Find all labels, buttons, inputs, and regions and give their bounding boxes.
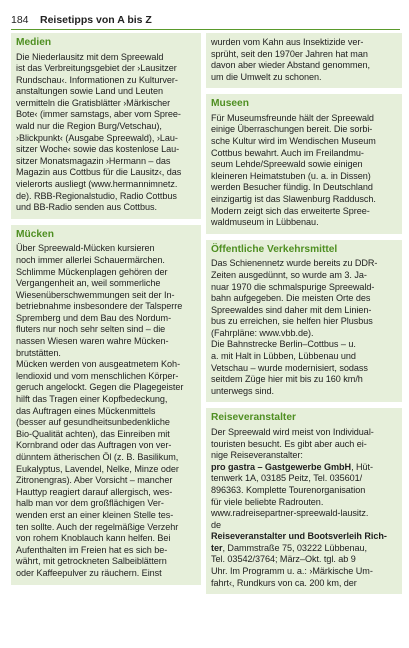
text-line: de (211, 519, 222, 530)
text-line: nuar 1970 die schmalspurige Spreewald- (211, 281, 375, 292)
text-line: Uhr. Im Programm u. a.: ›Märkische Um- (211, 566, 373, 577)
text-line: Die Bahnstrecke Berlin–Cottbus – u. (211, 339, 356, 350)
text-line: 896363. Komplette Tourenorganisation (211, 484, 366, 495)
text-line: (besser auf gesundheitsunbedenkliche (16, 417, 170, 428)
text-line: bus zu erreichen, sie helfen hier Plusbus (211, 316, 373, 327)
text-line: Tel. 03542/3764; März–Okt. tgl. ab 9 (211, 554, 356, 565)
text-line: Rundschau‹. Informationen zu Kulturver- (16, 74, 178, 85)
text-line: brutstätten. (16, 347, 61, 358)
section-title: Reiseveranstalter (211, 412, 296, 424)
text-line: tenwerk 1A, 03185 Peitz, Tel. 035601/ (211, 473, 363, 484)
text-line: ter, Dammstraße 75, 03222 Lübbenau, (211, 542, 367, 553)
section-continued (206, 33, 402, 88)
text-line: Der Spreewald wird meist von Individual- (211, 426, 374, 437)
left-column (11, 33, 201, 585)
text-line: hilft das Tragen einer Kopfbedeckung, (16, 394, 168, 405)
header-rule (11, 29, 400, 30)
text-line: seum Lehde/Spreewald sowie einigen (211, 159, 363, 170)
text-line: wenden erst an einer kleinen Stelle tes- (16, 509, 174, 520)
text-line: noch immer allerlei Schauermärchen. (16, 254, 165, 265)
text-line: kleineren Heimatstuben (u. a. in Dissen) (211, 170, 371, 181)
text-line: wald nur die Region Burg/Vetschau), (16, 121, 162, 132)
text-line: oder Kaffeepulver zu räuchern. Einst (16, 567, 162, 578)
text-line: fluters nur noch sehr selten sind – die (16, 324, 166, 335)
text-line: nassen Wiesen waren wahre Mücken- (16, 336, 169, 347)
text-line: seitdem Züge hier mit bis zu 160 km/h (211, 374, 363, 385)
section-title: Öffentliche Verkehrsmittel (211, 243, 338, 255)
text-line: sprüht, seit den 1970er Jahren hat man (211, 48, 368, 59)
text-line: lendioxid und vom menschlichen Körper- (16, 370, 179, 381)
text-line: Aufenthalten im Freien hat es sich be- (16, 544, 168, 555)
text-line: währt, mit getrockneten Salbeiblättern (16, 556, 167, 567)
text-line: Zitronengras). Aber Vorsicht – mancher (16, 475, 173, 486)
text-line: dünntem ätherischen Öl (z. B. Basilikum, (16, 452, 179, 462)
running-head: Reisetipps von A bis Z (40, 14, 152, 26)
text-line: Reiseveranstalter und Bootsverleih Rich- (211, 531, 387, 542)
text-line: Eukalyptus, Lavendel, Nelke, Minze oder (16, 463, 179, 474)
text-line: Bote‹ (immer samstags, aber vom Spree- (16, 109, 181, 120)
text-line: sche Kultur wird im Wendischen Museum (211, 136, 376, 147)
text-line: nige Reiseveranstalter: (211, 450, 303, 461)
text-line: waldmuseum in Lübbenau. (211, 217, 319, 228)
section-title: Museen (211, 98, 249, 110)
text-line: ›Blickpunkt‹ (Ausgabe Spreewald), ›Lau- (16, 132, 178, 143)
text-line: für viele beliebte Radrouten. (211, 496, 324, 507)
text-line: ist das Verbreitungsgebiet der ›Lausitzer (16, 63, 177, 74)
text-line: Kornbrand oder das Auftragen von ver- (16, 440, 172, 451)
text-line: einige Überraschungen bereit. Die sorbi- (211, 124, 373, 135)
text-line: und BB-Radio senden aus Cottbus. (16, 202, 157, 213)
text-line: pro gastra – Gastgewerbe GmbH, Hüt- (211, 461, 373, 472)
text-line: Bio-Qualität achten), das Einreiben mit (16, 428, 170, 439)
text-line: fahrt‹, Rundkurs von ca. 200 km, der (211, 577, 357, 588)
text-line: (Fahrpläne: www.vbb.de). (211, 327, 314, 338)
section-offentliche-verkehrsmittel (206, 240, 402, 403)
text-line: Spreewaldes sind daher mit dem Linien- (211, 304, 372, 315)
text-line: Das Schienennetz wurde bereits zu DDR- (211, 258, 378, 269)
section-reiseveranstalter (206, 408, 402, 594)
page-number: 184 (11, 14, 29, 26)
text-line: Modern zeigt sich das erweiterte Spree- (211, 205, 370, 216)
text-line: Zeiten ausgedünnt, so wurde am 3. Ja- (211, 269, 367, 280)
text-line: Cottbus bewahrt. Auch im Freilandmu- (211, 147, 364, 158)
page-header (0, 0, 409, 30)
text-line: wurden vom Kahn aus Insektizide ver- (211, 37, 364, 47)
text-line: Magazin aus Cottbus für die Lausitz‹, das (16, 167, 182, 178)
text-line: davon aber wieder Abstand genommen, (211, 60, 371, 71)
text-line: von rohem Knoblauch kann helfen. Bei (16, 533, 171, 544)
text-line: einzigartig ist das Slawenburg Raddusch. (211, 194, 376, 205)
text-line: Spremberg und dem Bau des Nordum- (16, 312, 172, 323)
text-line: halb man vor dem großflächigen Ver- (16, 498, 164, 509)
text-line: das Auftragen eines Mückenmittels (16, 405, 156, 416)
text-line: de). RBB-Regionalstudio, Radio Cottbus (16, 190, 177, 201)
text-line: anstaltungen sowie Land und Leuten (16, 86, 163, 97)
text-line: Die Niederlausitz mit dem Spreewald (16, 51, 164, 62)
section-mucken (11, 225, 201, 585)
text-line: touristen besucht. Es gibt aber auch ei- (211, 438, 367, 449)
section-title: Medien (16, 37, 52, 48)
text-line: sitzer Monatsmagazin ›Hermann – das (16, 155, 171, 166)
text-line: bahn aufgegeben. Die meisten Orte des (211, 293, 371, 304)
text-line: Wiesenüberschwemmungen seit der In- (16, 289, 175, 300)
text-line: Über Spreewald-Mücken kursieren (16, 243, 155, 254)
text-line: vermitteln die Gratisblätter ›Märkischer (16, 97, 171, 108)
text-line: www.radreisepartner-spreewald-lausitz. (211, 508, 369, 519)
text-line: Vergangenheit an, weil sommerliche (16, 278, 161, 289)
text-line: unterwegs sind. (211, 385, 274, 396)
text-line: vielerorts ausliegt (www.hermannimnetz. (16, 179, 178, 190)
text-line: um die Umwelt zu schonen. (211, 71, 322, 82)
section-title: Mücken (16, 228, 54, 240)
text-line: sitzer Woche‹ sowie das kostenlose Lau- (16, 144, 180, 155)
text-line: werden Besucher fündig. In Deutschland (211, 182, 373, 193)
text-line: Vetschau – wurde modernisiert, sodass (211, 362, 368, 373)
right-column (206, 33, 402, 594)
text-line: Für Museumsfreunde hält der Spreewald (211, 112, 374, 123)
section-medien (11, 33, 201, 219)
text-line: geruch angelockt. Gegen die Plagegeister (16, 382, 184, 393)
text-line: a. mit Halt in Lübben, Lübbenau und (211, 351, 356, 362)
text-line: Mücken werden von ausgeatmetem Koh- (16, 359, 181, 370)
text-line: betriebnahme insbesondere der Talsperre (16, 301, 183, 312)
section-museen (206, 94, 402, 233)
text-line: ten sollte. Auch der regelmäßige Verzehr (16, 521, 179, 532)
text-line: Hauttyp reagiert darauf allergisch, wes- (16, 486, 173, 497)
text-line: Schlimme Mückenplagen gehören der (16, 266, 168, 277)
